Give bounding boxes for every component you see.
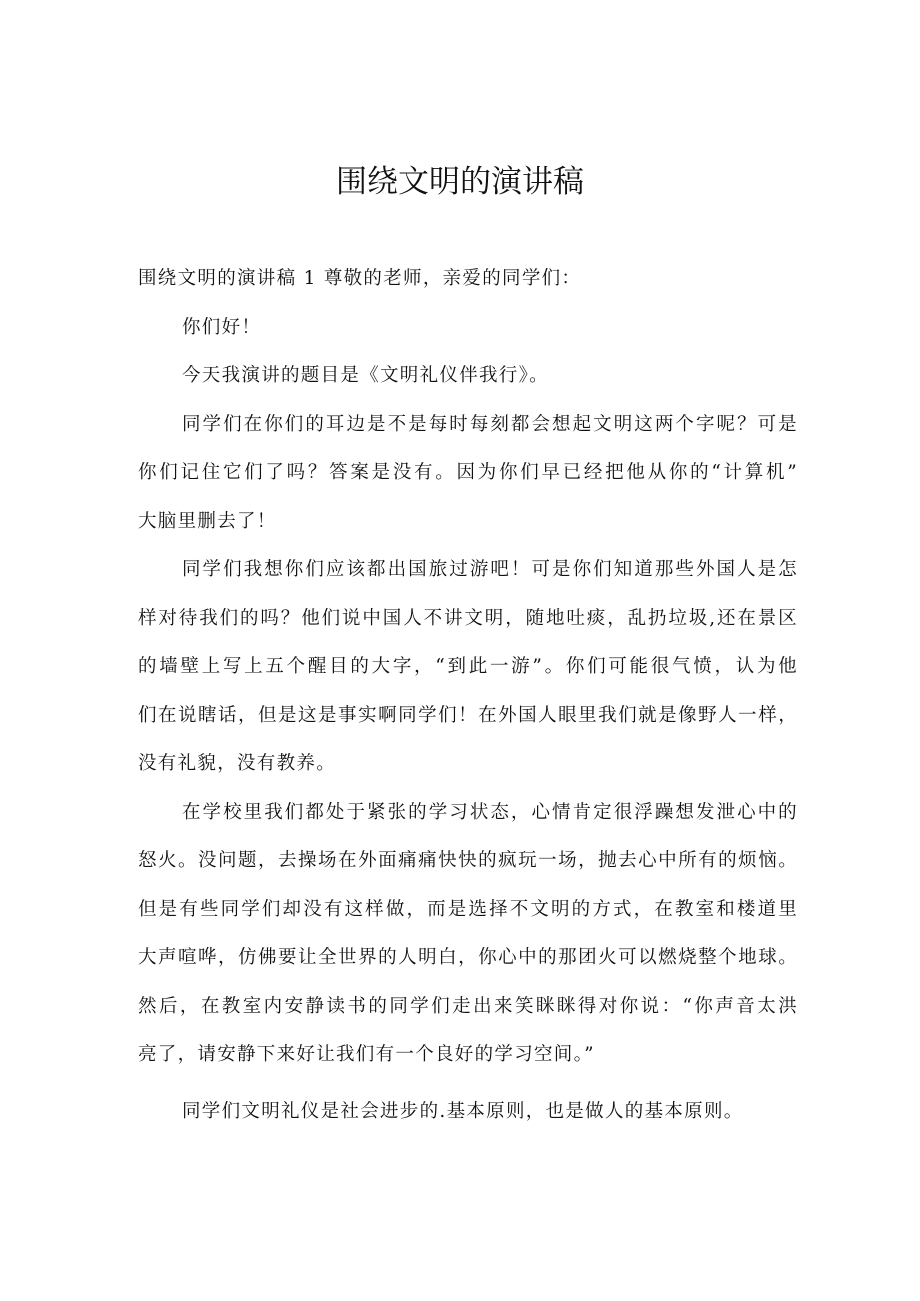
text-line: 你们好！ <box>182 316 262 338</box>
text-line: 们在说瞎话，但是这是事实啊同学们！在外国人眼里我们就是像野人一样， <box>138 704 798 726</box>
text-line: 你们记住它们了吗？答案是没有。因为你们早已经把他从你的“计算机” <box>138 462 798 483</box>
text-line: 围绕文明的演讲稿 1 尊敬的老师，亲爱的同学们： <box>138 268 582 289</box>
text-line: 样对待我们的吗？他们说中国人不讲文明，随地吐痰，乱扔垃圾,还在景区 <box>138 607 798 629</box>
text-line: 大脑里删去了！ <box>138 510 277 532</box>
text-line: 然后，在教室内安静读书的同学们走出来笑眯眯得对你说：“你声音太洪 <box>138 995 798 1017</box>
document-title: 围绕文明的演讲稿 <box>336 164 584 200</box>
text-line: 怒火。没问题，去操场在外面痛痛快快的疯玩一场，抛去心中所有的烦恼。 <box>138 850 798 871</box>
text-line: 同学们文明礼仪是社会进步的.基本原则，也是做人的基本原则。 <box>182 1100 744 1122</box>
paragraph-gap <box>138 1089 798 1097</box>
text-line: 亮了，请安静下来好让我们有一个良好的学习空间。” <box>138 1044 595 1065</box>
text-line: 但是有些同学们却没有这样做，而是选择不文明的方式，在教室和楼道里 <box>138 898 798 920</box>
text-line: 没有礼貌，没有教养。 <box>138 753 337 774</box>
text-line: 的墙壁上写上五个醒目的大字，“到此一游”。你们可能很气愤，认为他 <box>138 656 798 677</box>
text-line: 今天我演讲的题目是《文明礼仪伴我行》。 <box>182 365 549 386</box>
text-line: 在学校里我们都处于紧张的学习状态，心情肯定很浮躁想发泄心中的 <box>182 801 798 823</box>
text-line: 同学们在你们的耳边是不是每时每刻都会想起文明这两个字呢？可是 <box>182 413 798 435</box>
text-line: 同学们我想你们应该都出国旅过游吧！可是你们知道那些外国人是怎 <box>182 559 798 580</box>
text-line: 大声喧哗，仿佛要让全世界的人明白，你心中的那团火可以燃烧整个地球。 <box>138 947 798 968</box>
document-body <box>138 264 798 1145</box>
